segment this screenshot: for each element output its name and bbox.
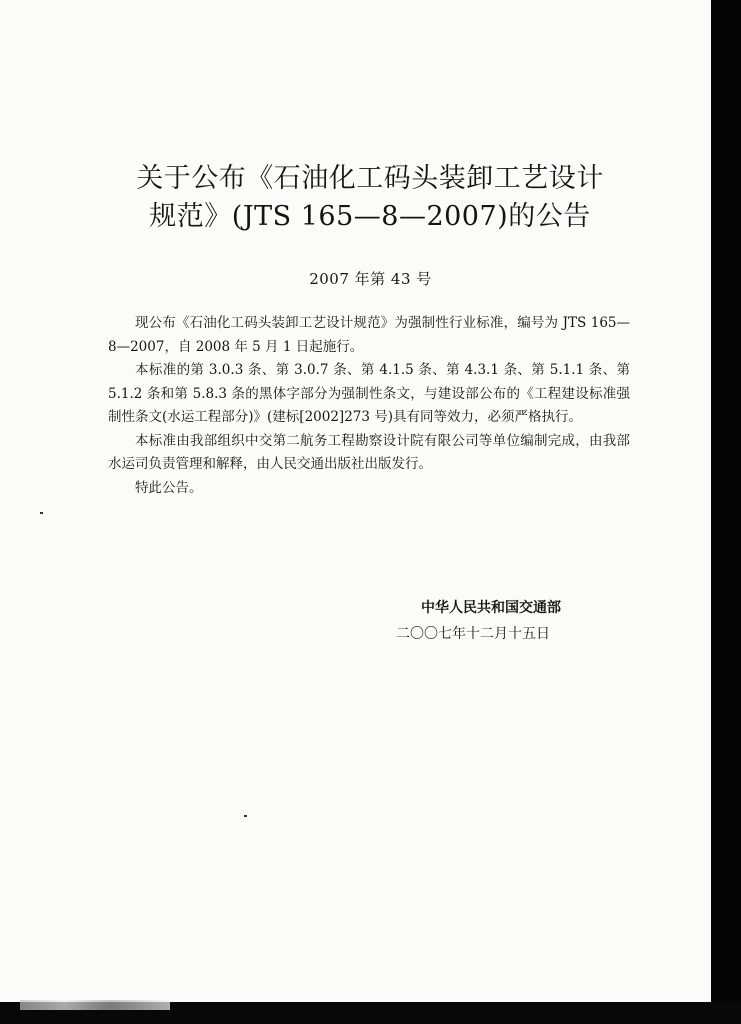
issue-date: 二〇〇七年十二月十五日 xyxy=(396,626,550,642)
paragraph-closing: 特此公告。 xyxy=(135,479,203,496)
scan-border-right xyxy=(711,0,741,1024)
scan-speck xyxy=(244,815,247,817)
paragraph-compilation: 本标准由我部组织中交第二航务工程勘察设计院有限公司等单位编制完成，由我部水运司负责管理和解释，由人民交通出版社出版发行。 xyxy=(108,432,630,472)
signature-block xyxy=(396,595,596,647)
paragraph-publication: 现公布《石油化工码头装卸工艺设计规范》为强制性行业标准，编号为 JTS 165—8—2007，自 2008 年 5 月 1 日起施行。 xyxy=(108,315,630,355)
title-line-2: 规范》(JTS 165—8—2007)的公告 xyxy=(149,201,591,232)
announcement-number: 2007 年第 43 号 xyxy=(309,270,432,288)
announcement-body xyxy=(108,312,630,500)
announcement-title xyxy=(110,160,630,236)
scan-smudge xyxy=(20,1000,170,1010)
issuer-name: 中华人民共和国交通部 xyxy=(421,600,561,616)
paragraph-mandatory-clauses: 本标准的第 3.0.3 条、第 3.0.7 条、第 4.1.5 条、第 4.3.1 条、第 5.1.1 条、第 5.1.2 条和第 5.8.3 条的黑体字部分为强制性条文，与建设部公布的《工程建设标准强制性条文(水运工程部分)》(建标[2002]273 号)具有同等效力，必须严格执行。 xyxy=(108,362,630,425)
scan-speck xyxy=(40,512,43,514)
title-line-1: 关于公布《石油化工码头装卸工艺设计 xyxy=(136,163,604,194)
